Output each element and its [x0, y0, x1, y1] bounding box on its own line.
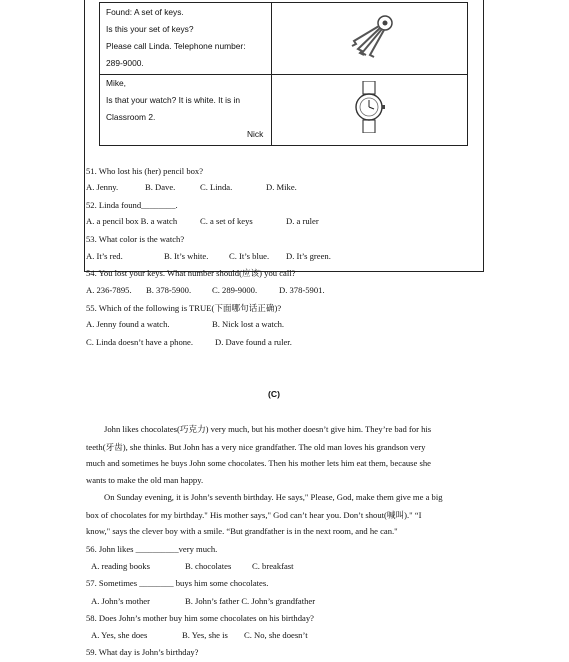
notice-line: Please call Linda. Telephone number: [106, 41, 246, 51]
question-51: 51. Who lost his (her) pencil box? [86, 166, 204, 176]
passage-line: box of chocolates for my birthday." His mother says," God can’t hear you. Don’t shout(喊叫)." “I [86, 510, 422, 520]
option-56c: C. breakfast [252, 561, 294, 571]
option-58a: A. Yes, she does [91, 630, 148, 640]
notice-table [99, 2, 468, 146]
passage-line: much and sometimes he buys John some chocolates. Then his mother lets him eat them, because she [86, 458, 431, 468]
keys-icon [340, 11, 400, 66]
notice-line: Classroom 2. [106, 112, 156, 122]
passage-line: John likes chocolates(巧克力) very much, but his mother doesn’t give him. They’re bad for his [104, 424, 432, 434]
option-54d: D. 378-5901. [279, 285, 325, 295]
option-58b: B. Yes, she is [182, 630, 228, 640]
option-55d: D. Dave found a ruler. [215, 337, 292, 347]
passage-line: teeth(牙齿), she thinks. But John has a very nice grandfather. The old man loves his grandson very [86, 442, 426, 452]
option-57bc: B. John’s father C. John’s grandfather [185, 596, 316, 606]
option-52d: D. a ruler [286, 216, 319, 226]
notice-line: Found: A set of keys. [106, 7, 184, 17]
question-52: 52. Linda found________. [86, 200, 178, 210]
option-51d: D. Mike. [266, 182, 297, 192]
option-53c: C. It’s blue. [229, 251, 270, 261]
option-52a: A. a pencil box B. a watch [86, 216, 178, 226]
passage-line: On Sunday evening, it is John’s seventh birthday. He says," Please, God, make them give me a big [104, 492, 443, 502]
question-59: 59. What day is John’s birthday? [86, 647, 199, 657]
notice-line: 289-9000. [106, 58, 144, 68]
option-54a: A. 236-7895. [86, 285, 132, 295]
option-58c: C. No, she doesn’t [244, 630, 308, 640]
notice-line: Is this your set of keys? [106, 24, 194, 34]
notice-signature: Nick [247, 129, 264, 139]
watch-icon [350, 81, 390, 138]
option-54c: C. 289-9000. [212, 285, 258, 295]
option-55c: C. Linda doesn’t have a phone. [86, 337, 193, 347]
notice-line: Mike, [106, 78, 127, 88]
option-55a: A. Jenny found a watch. [86, 319, 170, 329]
notice-line: Is that your watch? It is white. It is in [106, 95, 241, 105]
option-51a: A. Jenny. [86, 182, 119, 192]
option-53b: B. It’s white. [164, 251, 209, 261]
notice-found-keys [106, 4, 246, 72]
option-52c: C. a set of keys [200, 216, 253, 226]
option-57a: A. John’s mother [91, 596, 150, 606]
option-55b: B. Nick lost a watch. [212, 319, 285, 329]
passage-line: know," says the clever boy with a smile. “But grandfather is in the next room, and he can." [86, 526, 398, 536]
option-51c: C. Linda. [200, 182, 233, 192]
notice-watch [106, 75, 240, 126]
section-c-heading: (C) [268, 389, 280, 399]
question-54: 54. You lost your keys. What number should(应该) you call? [86, 268, 296, 278]
passage-line: wants to make the old man happy. [86, 475, 204, 485]
option-54b: B. 378-5900. [146, 285, 192, 295]
question-56: 56. John likes __________very much. [86, 544, 218, 554]
option-51b: B. Dave. [145, 182, 176, 192]
question-55: 55. Which of the following is TRUE(下面哪句话正确)? [86, 303, 282, 313]
option-53a: A. It’s red. [86, 251, 123, 261]
option-56b: B. chocolates [185, 561, 232, 571]
option-56a: A. reading books [91, 561, 150, 571]
option-53d: D. It’s green. [286, 251, 331, 261]
question-57: 57. Sometimes ________ buys him some chocolates. [86, 578, 269, 588]
question-58: 58. Does John’s mother buy him some chocolates on his birthday? [86, 613, 314, 623]
question-53: 53. What color is the watch? [86, 234, 185, 244]
